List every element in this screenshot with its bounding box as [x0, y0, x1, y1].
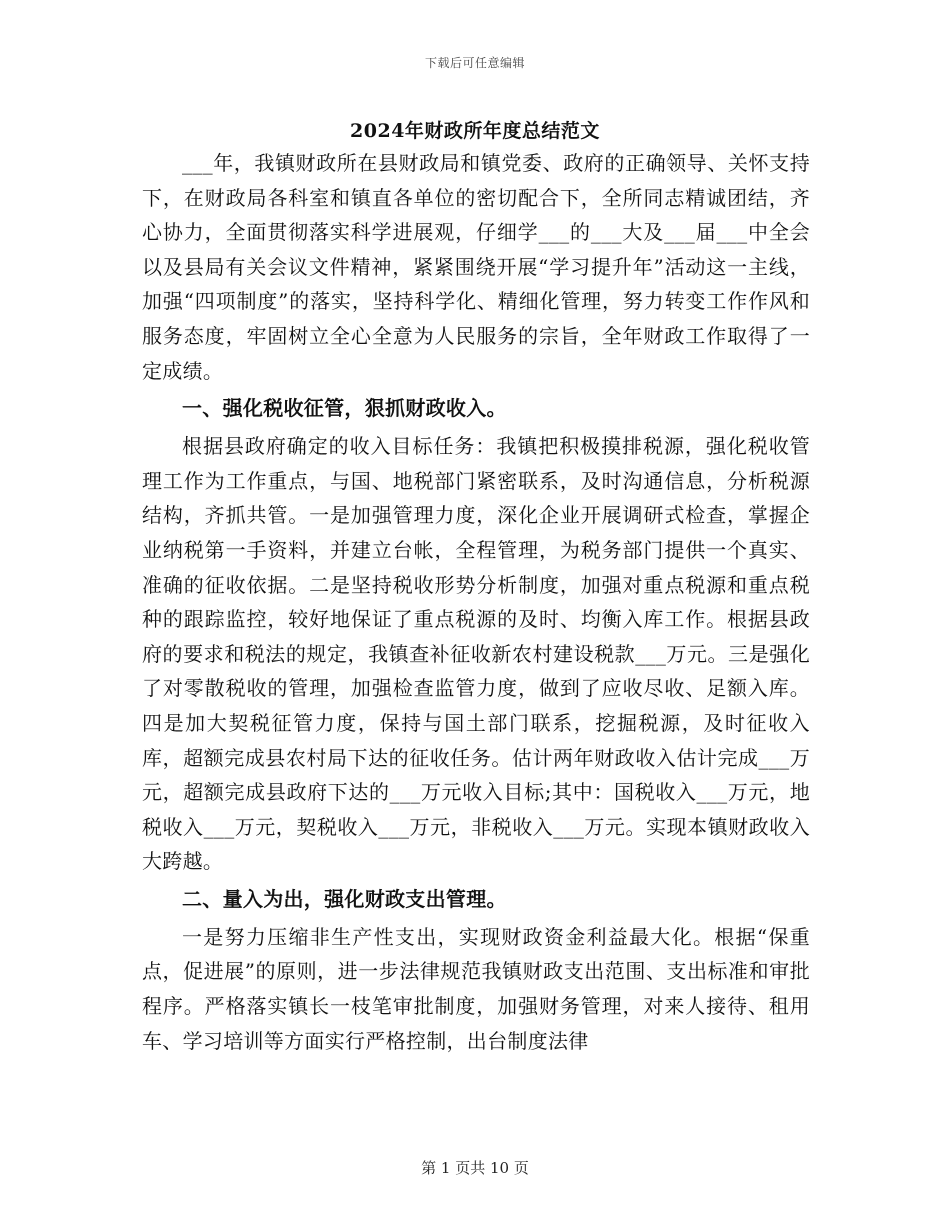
header-note: 下载后可任意编辑 — [424, 56, 525, 70]
document-body — [142, 146, 810, 1058]
paragraph-section-2: 一是努力压缩非生产性支出，实现财政资金利益最大化。根据“保重点，促进展”的原则，进一步法律规范我镇财政支出范围、支出标准和审批程序。严格落实镇长一枝笔审批制度，加强财务管理，对来人接待、租用车、学习培训等方面实行严格控制，出台制度法律 — [142, 924, 810, 1053]
page-footer: 第 1 页共 10 页 — [421, 1159, 529, 1177]
paragraph-section-1: 根据县政府确定的收入目标任务：我镇把积极摸排税源，强化税收管理工作为工作重点，与国、地税部门紧密联系，及时沟通信息，分析税源结构，齐抓共管。一是加强管理力度，深化企业开展调研式检查，掌握企业纳税第一手资料，并建立台帐，全程管理，为税务部门提供一个真实、准确的征收依据。二是坚持税收形势分析制度，加强对重点税源和重点税种的跟踪监控，较好地保证了重点税源的及时、均衡入库工作。根据县政府的要求和税法的规定，我镇查补征收新农村建设税款___万元。三是强化了对零散税收的管理，加强检查监管力度，做到了应收尽收、足额入库。四是加大契税征管力度，保持与国土部门联系，挖掘税源，及时征收入库，超额完成县农村局下达的征收任务。估计两年财政收入估计完成___万元，超额完成县政府下达的___万元收入目标;其中：国税收入___万元，地税收入___万元，契税收入___万元，非税收入___万元。实现本镇财政收入大跨越。 — [142, 434, 810, 874]
paragraph-intro: ___年，我镇财政所在县财政局和镇党委、政府的正确领导、关怀支持下，在财政局各科室和镇直各单位的密切配合下，全所同志精诚团结，齐心协力，全面贯彻落实科学进展观，仔细学___的___大及___届___中全会以及县局有关会议文件精神，紧紧围绕开展“学习提升年”活动这一主线，加强“四项制度”的落实，坚持科学化、精细化管理，努力转变工作作风和服务态度，牢固树立全心全意为人民服务的宗旨，全年财政工作取得了一定成绩。 — [142, 151, 810, 383]
section-heading-1: 一、强化税收征管，狠抓财政收入。 — [182, 396, 507, 421]
document-title: 2024年财政所年度总结范文 — [350, 120, 600, 142]
section-heading-2: 二、量入为出，强化财政支出管理。 — [182, 886, 507, 911]
